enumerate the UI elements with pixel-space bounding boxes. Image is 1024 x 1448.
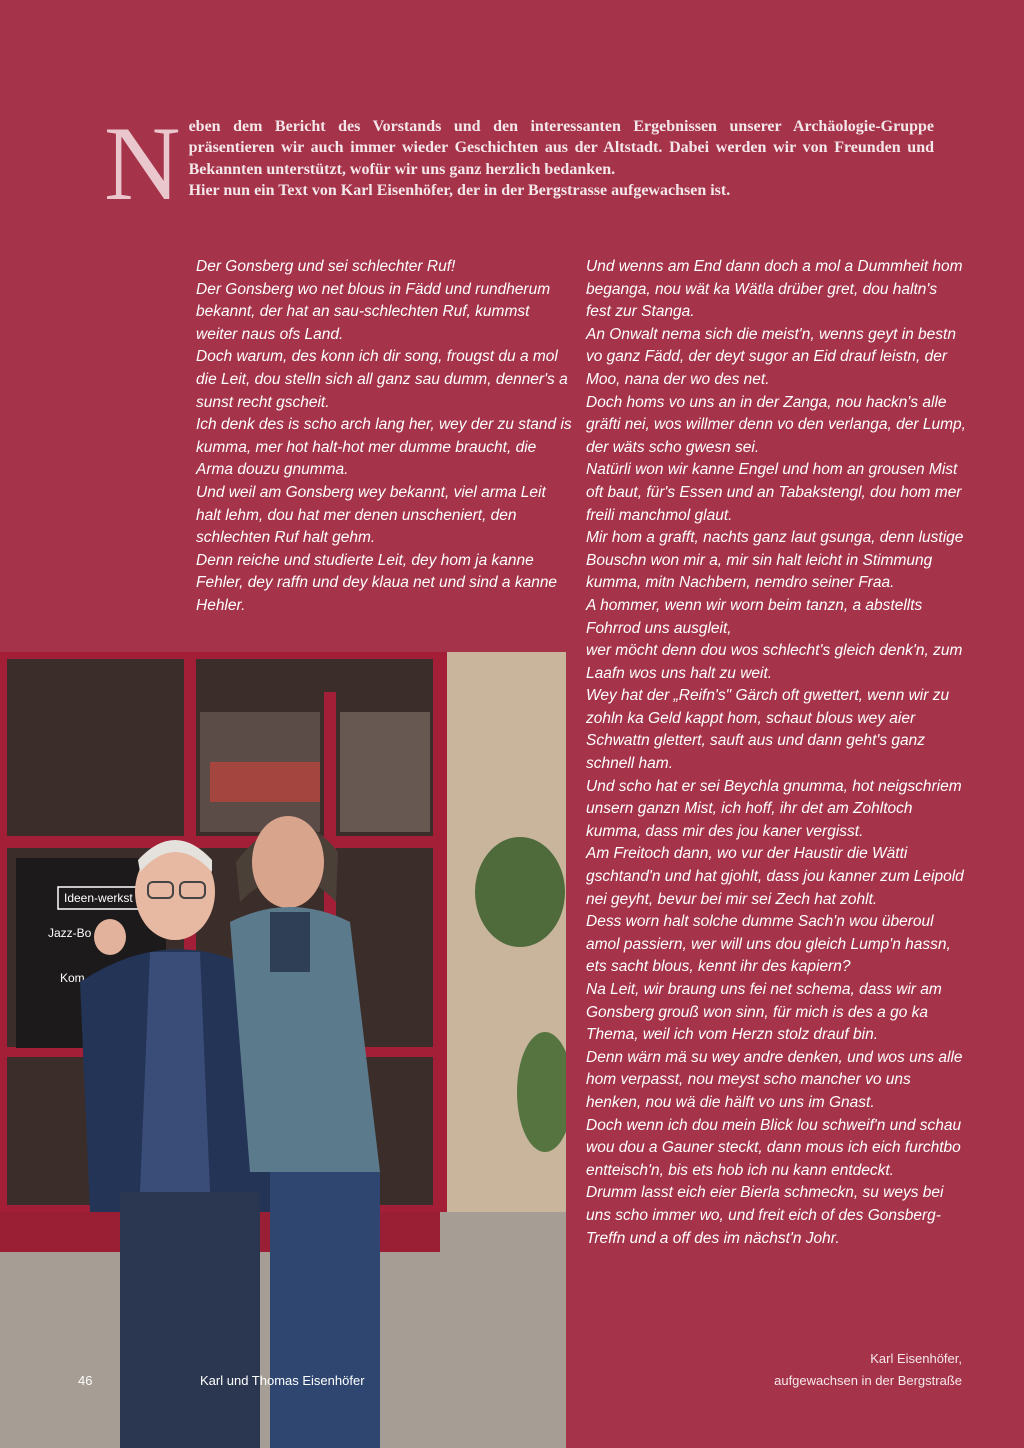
photo-illustration: [0, 652, 566, 1448]
poem-line: A hommer, wenn wir worn beim tanzn, a abstellts Fohrrod uns ausgleit,: [586, 596, 923, 637]
chalk-text: Ideen-werkst: [64, 891, 133, 905]
poem-line: Und weil am Gonsberg wey bekannt, viel arma Leit halt lehm, dou hat mer denen unscheniert, den schlechten Ruf halt gehm.: [196, 483, 546, 547]
poem-line: Denn wärn mä su wey andre denken, und wos uns alle hom verpasst, nou meyst scho mancher vo uns henken, nou wä die hälft vo uns im Gnast.: [586, 1048, 963, 1111]
poem-line: Na Leit, wir braung uns fei net schema, dass wir am Gonsberg grouß won sinn, für mich is des a go ka Thema, weil ich vom Herzn stolz drauf bin.: [586, 981, 942, 1044]
poem-line: Denn reiche und studierte Leit, dey hom ja kanne Fehler, dey raffn und dey klaua net und sind a kanne Hehler.: [196, 551, 558, 614]
poem-column-left: [196, 256, 572, 618]
poem-line: Und wenns am End dann doch a mol a Dummheit hom beganga, nou wät ka Wätla drüber gret, dou haltn's fest zur Stanga.: [586, 258, 963, 321]
intro-text: eben dem Bericht des Vorstands und den interessanten Ergebnissen unserer Archäologie-Gruppe präsentieren wir auch immer wieder Geschichten aus der Altstadt. Dabei werden wir von Freunden und Bekannten unterstützt, wofür wir uns ganz herzlich bedanken.: [188, 118, 934, 178]
poem-line: Mir hom a grafft, nachts ganz laut gsunga, denn lustige Bouschn won mir a, mir sin halt leicht in Stimmung kumma, mitn Nachbern, nemdro seiner Fraa.: [586, 529, 964, 592]
trousers: [120, 1192, 260, 1448]
photo-caption: Karl und Thomas Eisenhöfer: [200, 1373, 365, 1388]
chalk-text: Kom: [60, 971, 85, 985]
poem-line: Doch wenn ich dou mein Blick lou schweif'n und schau wou dou a Gauner steckt, dann mous ich eich furchtbo entteisch'n, bis ets hob ich nu kann entdeckt.: [586, 1116, 962, 1179]
intro-text-line2: Hier nun ein Text von Karl Eisenhöfer, der in der Bergstrasse aufgewachsen ist.: [188, 182, 731, 200]
hand: [94, 919, 126, 955]
reflection-red: [210, 762, 320, 802]
poem-line: Am Freitoch dann, wo vur der Haustir die Wätti gschtand'n und hat gjohlt, dass jou kanner zum Leipold nei geyht, bevur bei mir sei Zech hat zohlt.: [586, 845, 964, 908]
dropcap-letter: N: [104, 105, 181, 222]
chalk-text: Jazz-Bo: [48, 926, 92, 940]
shirt: [140, 952, 210, 1192]
plant: [475, 837, 565, 947]
poem-column-right: [586, 256, 966, 1250]
reflection: [340, 712, 430, 832]
author-subtitle: aufgewachsen in der Bergstraße: [774, 1373, 962, 1388]
poem-line: Doch homs vo uns an in der Zanga, nou hackn's alle gräfti nei, wos willmer denn vo den verlanga, der Lump, der wäts scho gwesn sei.: [586, 393, 966, 456]
portrait-photo: [0, 652, 566, 1448]
face: [252, 816, 324, 908]
author-signature: [662, 1348, 962, 1392]
poem-line: An Onwalt nema sich die meist'n, wenns geyt in bestn vo ganz Fädd, der deyt sugor an Eid drauf leistn, der Moo, nana der wo des net.: [586, 325, 956, 388]
jeans: [270, 1172, 380, 1448]
poem-line: Drumm lasst eich eier Bierla schmeckn, su weys bei uns scho immer wo, und freit eich of des Gonsberg-Treffn und a off des im nächst'n Johr.: [586, 1184, 944, 1247]
poem-line: Wey hat der „Reifn's" Gärch oft gwettert, wenn wir zu zohln ka Geld kappt hom, schaut blous wey aier Schwattn glettert, sauft aus und dann geht's ganz schnell ham.: [586, 687, 950, 773]
intro-paragraph: [104, 105, 934, 222]
poem-line: wer möcht denn dou wos schlecht's gleich denk'n, zum Laafn wos uns halt zu weit.: [586, 642, 963, 682]
poem-line: Dess worn halt solche dumme Sach'n wou überoul amol passiern, wer will uns dou gleich Lump'n hassn, ets sacht blous, kennt ihr des kapiern?: [586, 913, 951, 976]
poem-line: Der Gonsberg wo net blous in Fädd und rundherum bekannt, der hat an sau-schlechten Ruf, kummst weiter naus ofs Land.: [196, 280, 551, 343]
shirt: [270, 912, 310, 972]
poem-line: Und scho hat er sei Beychla gnumma, hot neigschriem unsern ganzn Mist, ich hoff, ihr det am Zohltoch kumma, dass mir des jou kaner vergisst.: [586, 777, 962, 840]
author-name: Karl Eisenhöfer,: [870, 1351, 962, 1366]
poem-line: Ich denk des is scho arch lang her, wey der zu stand is kumma, mer hot halt-hot mer dumme braucht, die Arma douzu gnumma.: [196, 416, 572, 479]
poem-line: Doch warum, des konn ich dir song, frougst du a mol die Leit, dou stelln sich all ganz sau dumm, denner's a sunst recht gscheit.: [196, 348, 568, 411]
poem-line: Natürli won wir kanne Engel und hom an grousen Mist oft baut, für's Essen und an Tabakstengl, dou hom mer freili manchmol glaut.: [586, 461, 962, 524]
poem-line: Der Gonsberg und sei schlechter Ruf!: [196, 258, 456, 275]
page-number: 46: [78, 1373, 93, 1388]
